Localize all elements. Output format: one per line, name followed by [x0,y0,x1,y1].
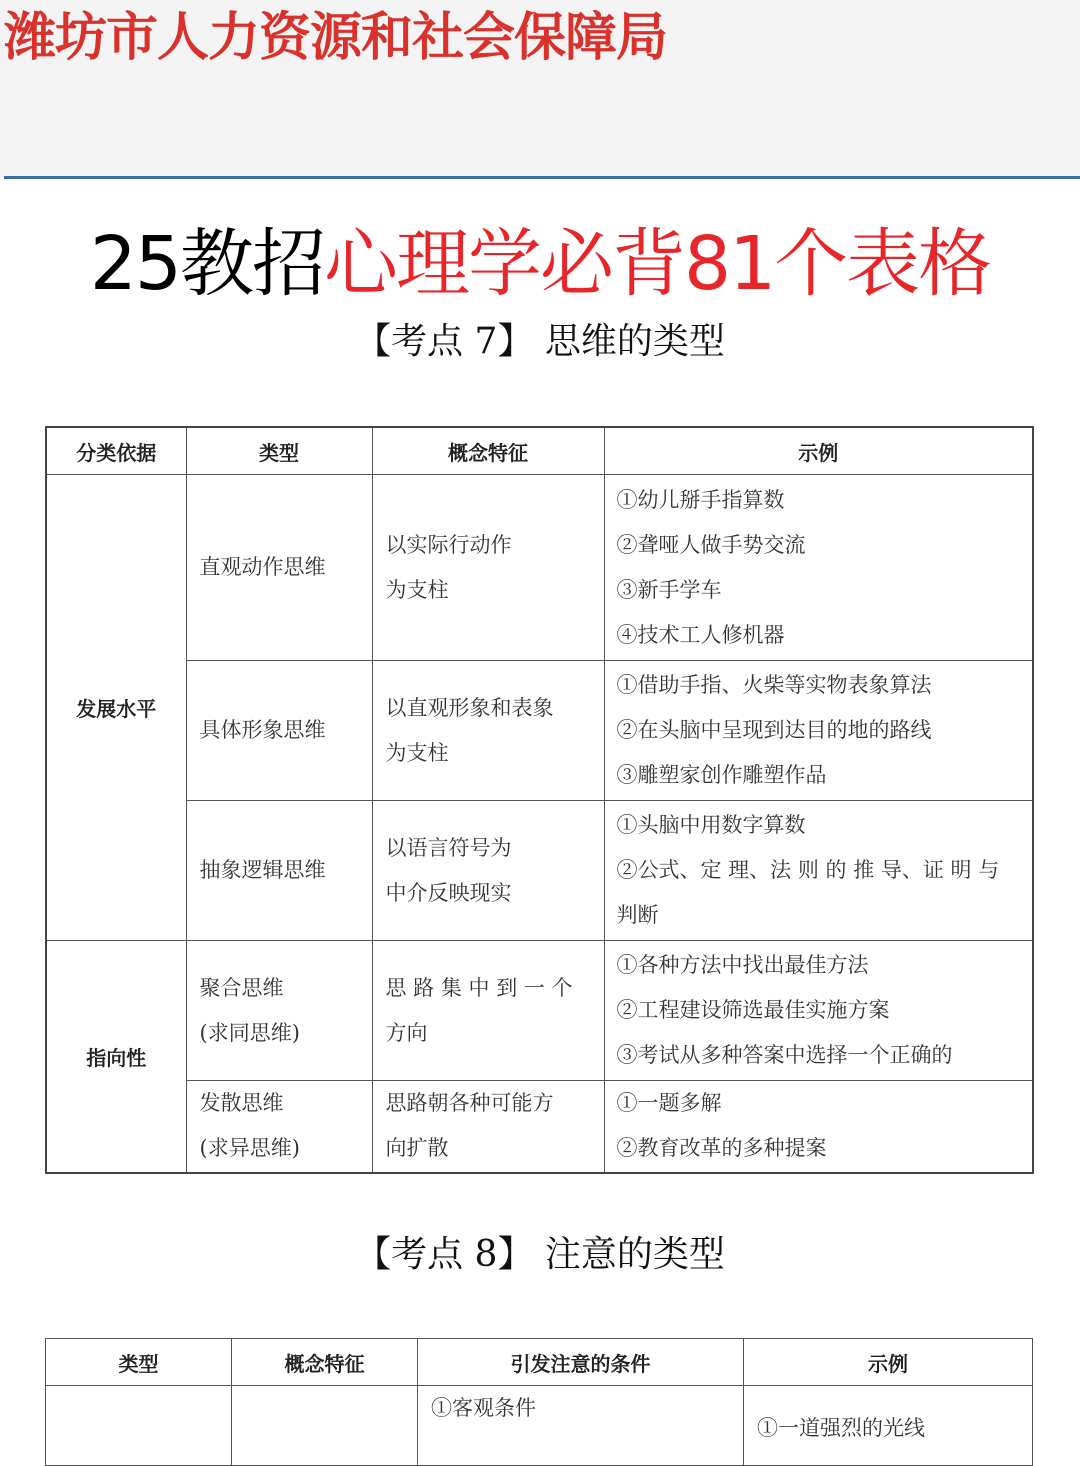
concept-line: 思 路 集 中 到 一 个 [385,975,573,1000]
type-cell [186,801,372,941]
type-cell [46,1386,232,1466]
concept-line: 以语言符号为 [385,835,512,860]
header-cell: 示例 [744,1339,1033,1386]
type-cell [186,661,372,801]
example-line: ③新手学车 [616,577,722,602]
thinking-types-table [45,426,1034,1174]
header-cell: 引发注意的条件 [418,1339,744,1386]
condition-cell [418,1386,744,1466]
concept-cell [372,941,604,1081]
table-row [46,801,1033,941]
example-cell [604,475,1033,661]
concept-line: 中介反映现实 [385,880,512,905]
type-line: (求异思维) [199,1136,300,1161]
type-line: 具体形象思维 [199,718,326,742]
table-header-row [46,1339,1033,1386]
type-line: 直观动作思维 [199,555,326,579]
main-title-prefix: 25教招 [89,221,324,307]
example-line: ①幼儿掰手指算数 [616,487,785,512]
table-row [46,475,1033,661]
header-cell: 概念特征 [372,427,604,475]
concept-line: 为支柱 [385,740,449,765]
type-line: (求同思维) [199,1020,300,1045]
example-line: ①各种方法中找出最佳方法 [616,953,869,977]
header-cell: 分类依据 [46,427,186,475]
example-line: ②聋哑人做手势交流 [616,532,806,557]
type-line: 聚合思维 [199,975,284,1000]
concept-line: 以直观形象和表象 [385,695,554,720]
example-line: ②公式、定 理、法 则 的 推 导、证 明 与 [616,858,1000,882]
example-cell [744,1386,1033,1466]
example-line: ③雕塑家创作雕塑作品 [616,763,827,787]
example-line: ①一题多解 [616,1091,722,1116]
concept-cell [232,1386,418,1466]
concept-line: 为支柱 [385,577,449,602]
category-cell: 发展水平 [46,475,186,941]
example-line: ②工程建设筛选最佳实施方案 [616,998,890,1022]
table-row [46,1386,1033,1466]
banner-divider [4,176,1080,179]
header-cell: 类型 [186,427,372,475]
example-line: ③考试从多种答案中选择一个正确的 [616,1043,953,1067]
type-line: 抽象逻辑思维 [199,858,326,882]
concept-line: 向扩散 [385,1136,449,1161]
section-7-title: 【考点 7】 思维的类型 [355,321,725,362]
example-line: 判断 [616,903,659,927]
category-cell: 指向性 [46,941,186,1173]
concept-line: 方向 [385,1020,428,1045]
example-line: ②在头脑中呈现到达目的地的路线 [616,718,932,742]
example-line: ④技术工人修机器 [616,622,785,647]
main-title [0,218,1080,310]
example-cell [604,801,1033,941]
header-banner [0,0,1080,178]
header-cell: 类型 [46,1339,232,1386]
concept-cell [372,1081,604,1173]
table-row [46,661,1033,801]
example-cell [604,1081,1033,1173]
concept-line: 思路朝各种可能方 [385,1091,554,1116]
table-row [46,1081,1033,1173]
concept-cell [372,661,604,801]
example-line: ①一道强烈的光线 [757,1416,925,1440]
example-line: ①借助手指、火柴等实物表象算法 [616,673,932,697]
table-row [46,941,1033,1081]
concept-cell [372,475,604,661]
header-cell: 示例 [604,427,1033,475]
example-cell [604,661,1033,801]
condition-line: ①客观条件 [431,1396,536,1420]
example-line: ②教育改革的多种提案 [616,1136,827,1161]
concept-line: 以实际行动作 [385,532,512,557]
attention-types-table [45,1338,1033,1466]
example-cell [604,941,1033,1081]
type-cell [186,475,372,661]
example-line: ①头脑中用数字算数 [616,813,806,837]
section-8-title: 【考点 8】 注意的类型 [355,1234,725,1275]
concept-cell [372,801,604,941]
type-cell [186,941,372,1081]
table-header-row [46,427,1033,475]
main-title-highlight: 心理学必背81个表格 [324,221,991,307]
type-cell [186,1081,372,1173]
organization-name: 潍坊市人力资源和社会保障局 [4,8,668,68]
header-cell: 概念特征 [232,1339,418,1386]
type-line: 发散思维 [199,1091,284,1116]
